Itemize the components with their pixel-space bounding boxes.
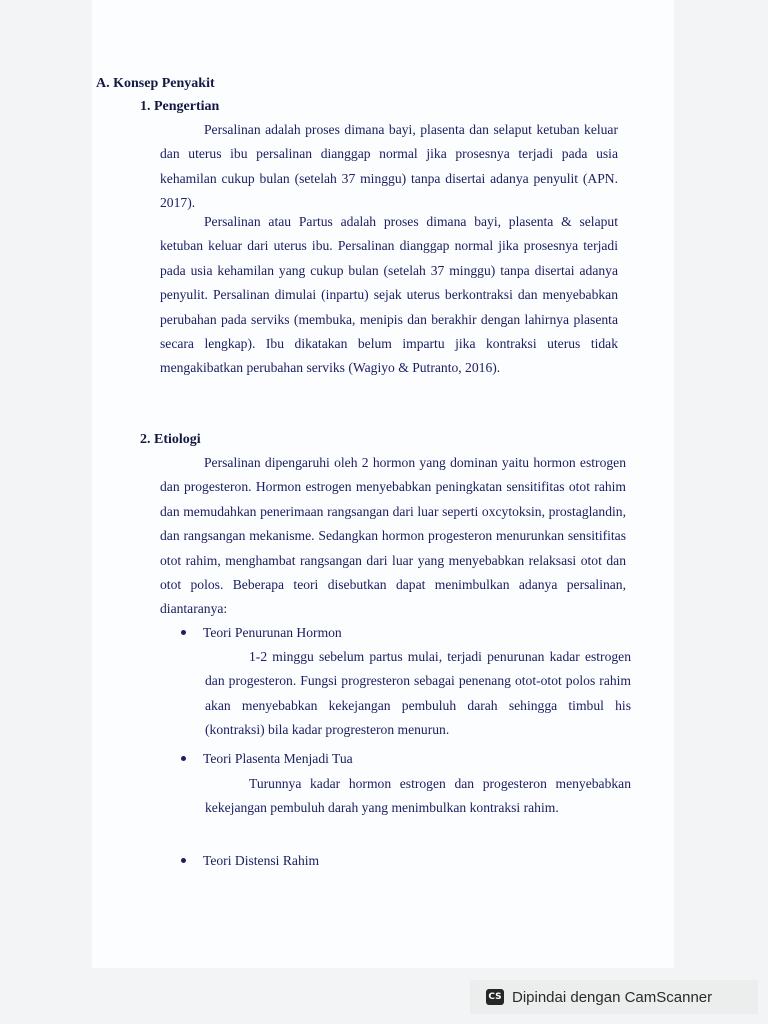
camscanner-label: Dipindai dengan CamScanner <box>512 988 713 1006</box>
bullet-item-teori-distensi-rahim <box>181 853 319 869</box>
bullet-title: Teori Penurunan Hormon <box>203 625 342 640</box>
paragraph-pengertian-2: Persalinan atau Partus adalah proses dimana bayi, plasenta & selaput ketuban keluar dari uterus ibu. Persalinan dianggap normal jika prosesnya terjadi pada usia kehamilan yang cukup bulan (setelah 37 minggu) tanpa disertai adanya penyulit. Persalinan dimulai (inpartu) sejak uterus berkontraksi dan menyebabkan perubahan pada serviks (membuka, menipis dan berakhir dengan lahirnya plasenta secara lengkap). Ibu dikatakan belum impartu jika kontraksi uterus tidak mengakibatkan perubahan serviks (Wagiyo & Putranto, 2016). <box>160 214 618 376</box>
bullet-paragraph-penurunan-hormon: 1-2 minggu sebelum partus mulai, terjadi penurunan kadar estrogen dan progesteron. Fungsi progresteron sebagai penenang otot-otot polos rahim akan menyebabkan kekejangan pembuluh darah sehingga timbul his (kontraksi) bila kadar progresteron menurun. <box>205 649 631 738</box>
bullet-title: Teori Plasenta Menjadi Tua <box>203 751 353 766</box>
bullet-dot-icon <box>181 630 186 635</box>
bullet-dot-icon <box>181 756 186 761</box>
bullet-item-teori-penurunan-hormon <box>181 625 342 641</box>
camscanner-logo-icon: CS <box>486 989 504 1005</box>
subsection-heading-etiologi: 2. Etiologi <box>140 432 201 447</box>
paragraph-pengertian-1: Persalinan adalah proses dimana bayi, plasenta dan selaput ketuban keluar dan uterus ibu persalinan dianggap normal jika prosesnya terjadi pada usia kehamilan cukup bulan (setelah 37 minggu) tanpa disertai adanya penyulit (APN. 2017). <box>160 122 618 211</box>
bullet-paragraph-plasenta-menjadi-tua: Turunnya kadar hormon estrogen dan progesteron menyebabkan kekejangan pembuluh darah yang menimbulkan kontraksi rahim. <box>205 776 631 816</box>
subsection-heading-pengertian: 1. Pengertian <box>140 99 220 114</box>
paragraph-etiologi: Persalinan dipengaruhi oleh 2 hormon yang dominan yaitu hormon estrogen dan progesteron. Hormon estrogen menyebabkan peningkatan sensitifitas otot rahim dan memudahkan penerimaan rangsangan dari luar seperti oxcytoksin, prostaglandin, dan rangsangan mekanisme. Sedangkan hormon progesteron menurunkan sensitifitas otot rahim, menghambat rangsangan dari luar yang menyebabkan relaksasi otot dan otot polos. Beberapa teori disebutkan dapat menimbulkan adanya persalinan, diantaranya: <box>160 455 626 617</box>
camscanner-watermark <box>470 980 758 1014</box>
bullet-dot-icon <box>181 858 186 863</box>
bullet-title: Teori Distensi Rahim <box>203 853 320 868</box>
section-heading-konsep-penyakit: A. Konsep Penyakit <box>96 76 215 91</box>
bullet-item-teori-plasenta-menjadi-tua <box>181 751 353 767</box>
